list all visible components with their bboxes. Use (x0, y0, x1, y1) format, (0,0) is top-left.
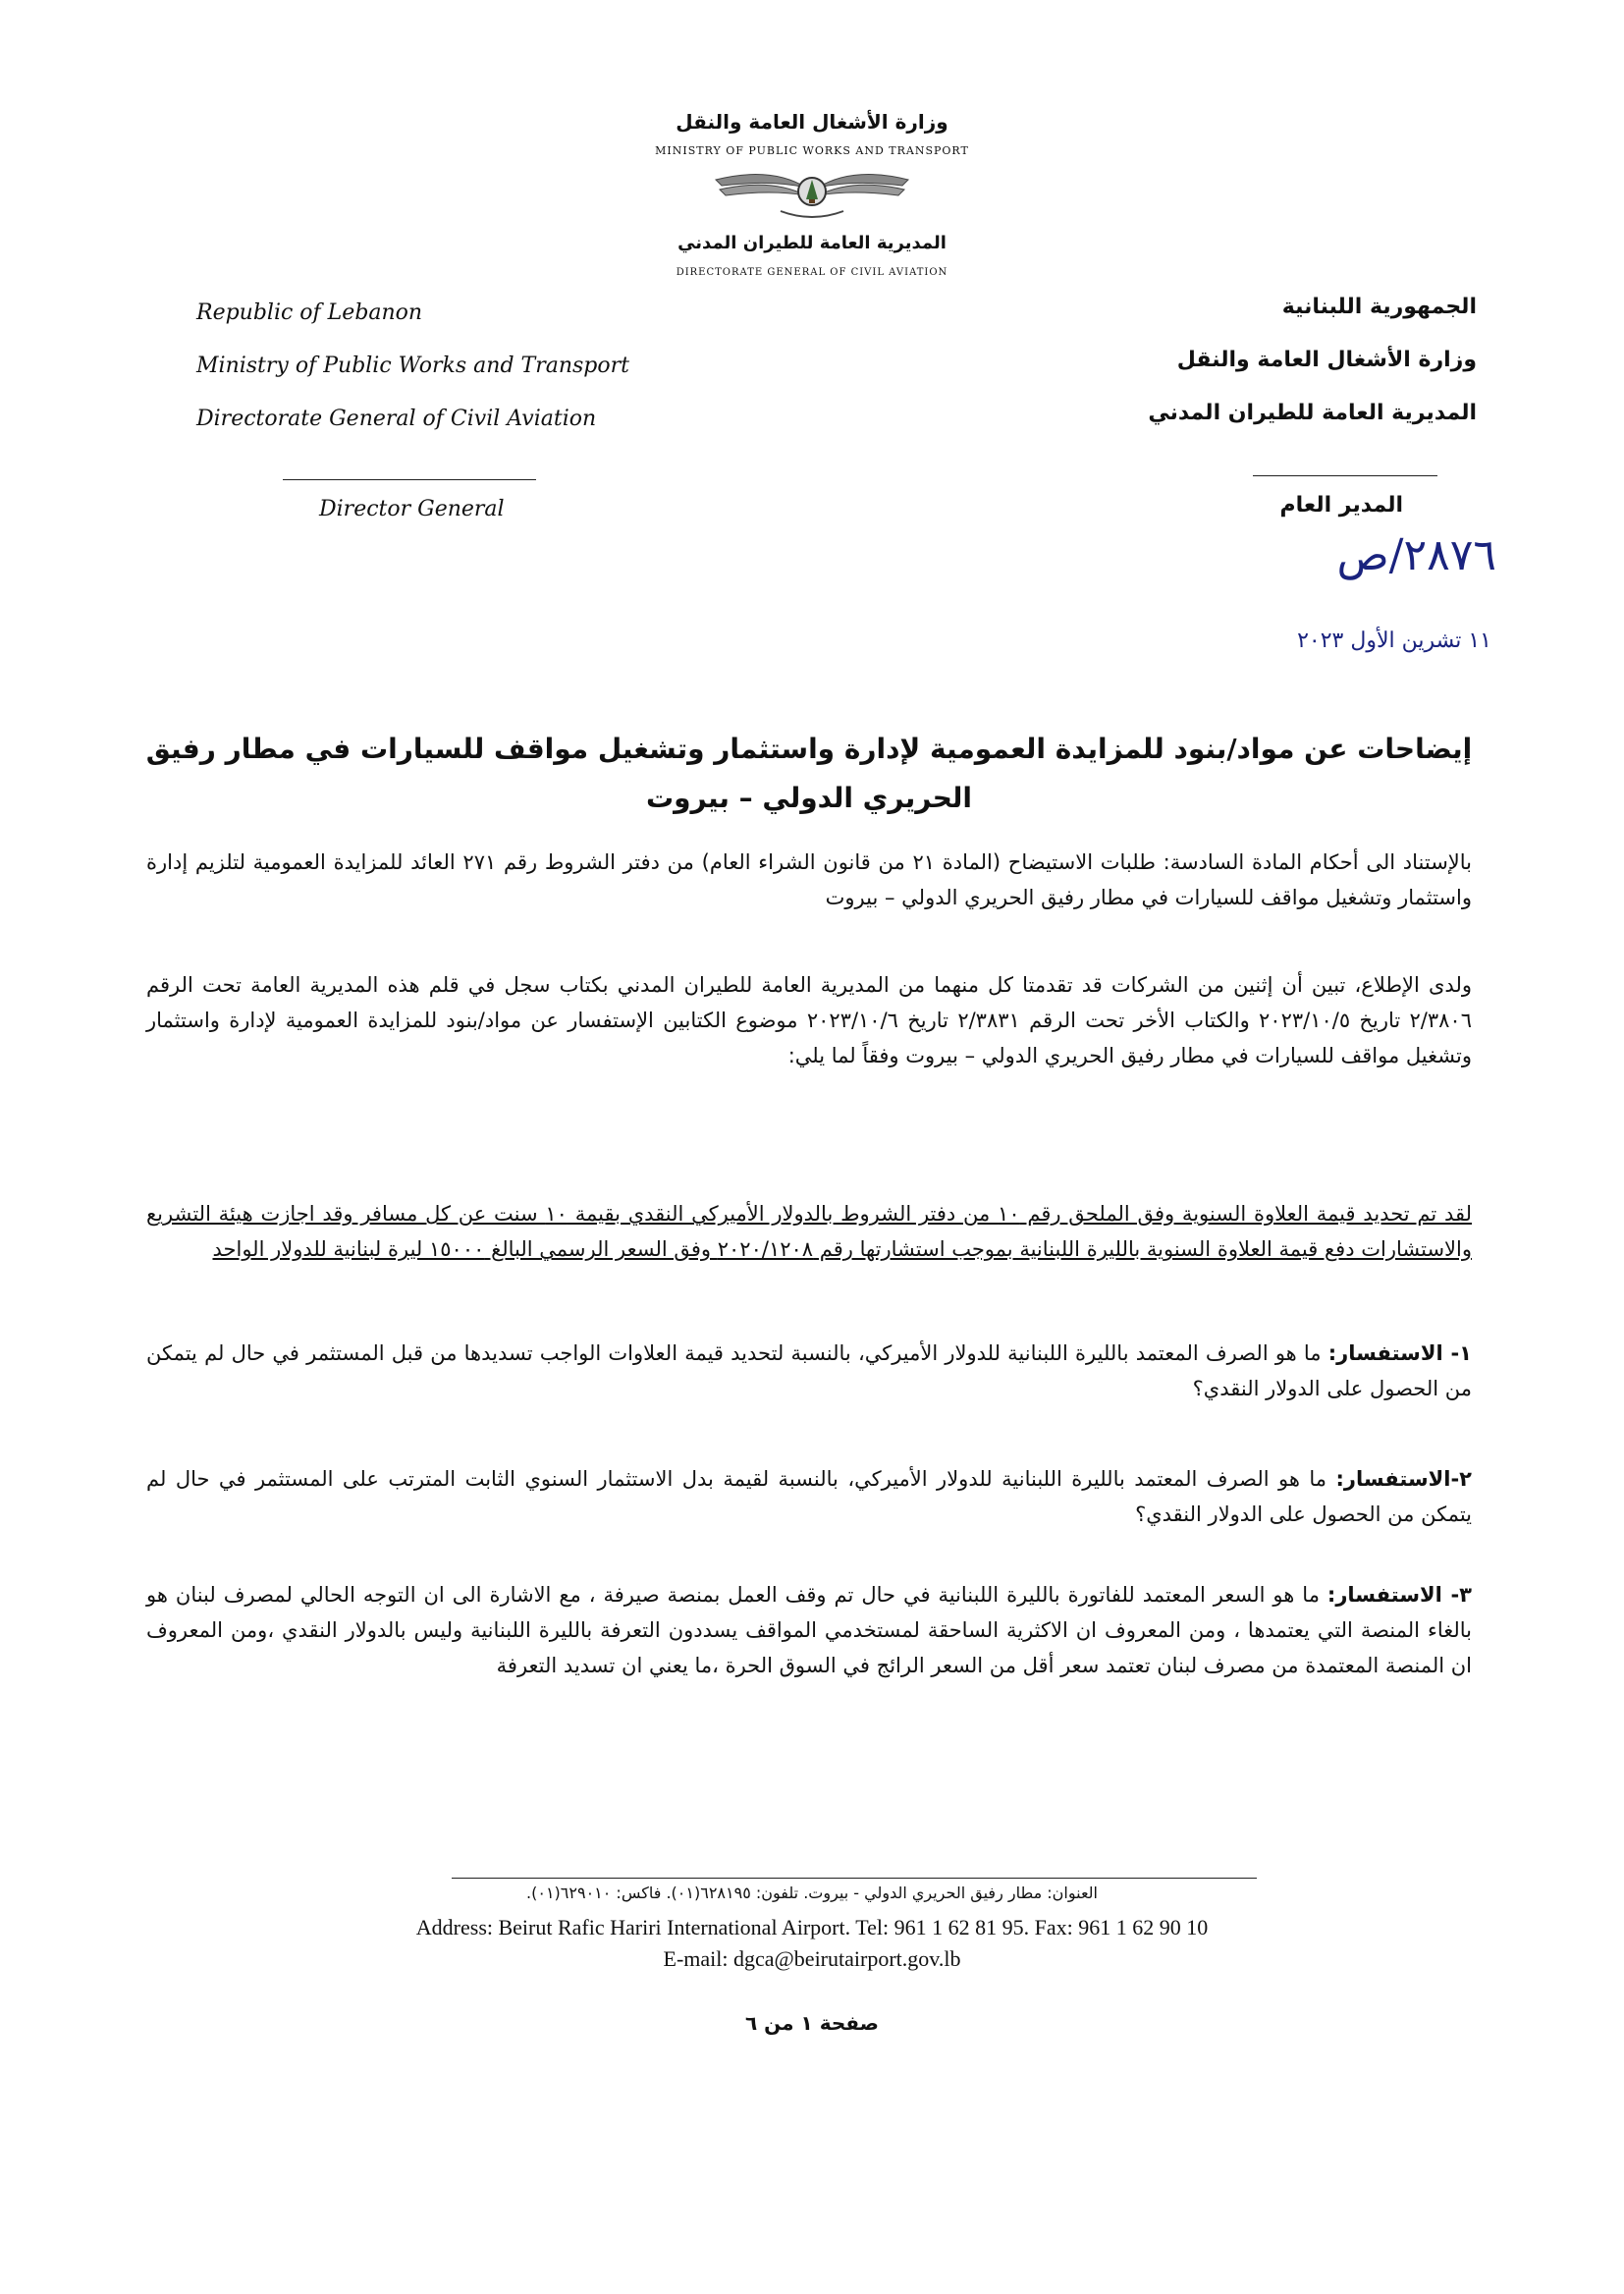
question-1-text: ما هو الصرف المعتمد بالليرة اللبنانية للدولار الأميركي، بالنسبة لتحديد قيمة العلاوات الواجب تسديدها من قبل المستثمر في حال لم يتمكن من الحصول على الدولار النقدي؟ (146, 1341, 1472, 1400)
letterhead-ministry-ar: وزارة الأشغال العامة والنقل (676, 110, 948, 134)
question-3 (146, 1577, 1472, 1683)
left-header-line2: Ministry of Public Works and Transport (196, 354, 629, 378)
footer-address-ar: العنوان: مطار رفيق الحريري الدولي - بيروت. تلفون: ٦٢٨١٩٥(٠١). فاكس: ٦٢٩٠١٠(٠١). (526, 1884, 1098, 1902)
question-1-label: ١- الاستفسار: (1327, 1341, 1472, 1365)
left-header-line3: Directorate General of Civil Aviation (196, 407, 597, 431)
question-3-label: ٣- الاستفسار: (1326, 1583, 1472, 1607)
left-header-line1: Republic of Lebanon (196, 300, 423, 325)
paragraph-annual-fee: لقد تم تحديد قيمة العلاوة السنوية وفق الملحق رقم ١٠ من دفتر الشروط بالدولار الأميركي النقدي بقيمة ١٠ سنت عن كل مسافر وقد اجازت هيئة التشريع والاستشارات دفع قيمة العلاوة السنوية بالليرة اللبنانية بموجب استشارتها رقم ٢٠٢٠/١٢٠٨ وفق السعر الرسمي البالغ ١٥٠٠٠ ليرة لبنانية للدولار الواحد (146, 1202, 1472, 1261)
question-2-label: ٢-الاستفسار: (1335, 1467, 1472, 1491)
letterhead-dg-en: DIRECTORATE GENERAL OF CIVIL AVIATION (676, 267, 948, 278)
letterhead-ministry-en: MINISTRY OF PUBLIC WORKS AND TRANSPORT (655, 144, 969, 157)
footer-rule (452, 1878, 1257, 1879)
right-header-rule (1253, 475, 1437, 476)
document-date: ١١ تشرين الأول ٢٠٢٣ (1297, 628, 1491, 653)
left-header-rule (283, 479, 536, 480)
question-2 (146, 1461, 1472, 1532)
right-header-line1: الجمهورية اللبنانية (1281, 295, 1477, 319)
question-2-text: ما هو الصرف المعتمد بالليرة اللبنانية للدولار الأميركي، بالنسبة لقيمة بدل الاستثمار السنوي الثابت المترتب على المستثمر في حال لم يتمكن من الحصول على الدولار النقدي؟ (146, 1467, 1472, 1526)
reference-number: ٢٨٧٦/ص (1336, 530, 1496, 580)
page-number: صفحة ١ من ٦ (745, 2011, 879, 2035)
paragraph-inquiry-context: ولدى الإطلاع، تبين أن إثنين من الشركات قد تقدمتا كل منهما من المديرية العامة للطيران المدني بكتاب سجل في قلم هذه المديرية العامة تحت الرقم ٢/٣٨٠٦ تاريخ ٢٠٢٣/١٠/٥ والكتاب الأخر تحت الرقم ٢/٣٨٣١ تاريخ ٢٠٢٣/١٠/٦ موضوع الكتابين الإستفسار عن مواد/بنود للمزايدة العمومية لإدارة واستثمار وتشغيل مواقف للسيارات في مطار رفيق الحريري الدولي – بيروت وفقاً لما يلي: (146, 973, 1472, 1067)
footer-email: E-mail: dgca@beirutairport.gov.lb (663, 1946, 961, 1971)
question-1 (146, 1336, 1472, 1406)
left-header-role: Director General (319, 497, 505, 521)
right-header-line2: وزارة الأشغال العامة والنقل (1176, 348, 1477, 372)
paragraph-reference: بالإستناد الى أحكام المادة السادسة: طلبات الاستيضاح (المادة ٢١ من قانون الشراء العام) من دفتر الشروط رقم ٢٧١ العائد للمزايدة العمومية لتلزيم إدارة واستثمار وتشغيل مواقف للسيارات في مطار رفيق الحريري الدولي – بيروت (146, 850, 1473, 909)
right-header-line3: المديرية العامة للطيران المدني (1148, 401, 1477, 425)
right-header-role: المدير العام (1279, 493, 1403, 518)
question-3-text: ما هو السعر المعتمد للفاتورة بالليرة اللبنانية في حال تم وقف العمل بمنصة صيرفة ، مع الاشارة الى ان التوجه الحالي لمصرف لبنان هو بالغاء المنصة التي يعتمدها ، ومن المعروف ان الاكثرية الساحقة لمستخدمي المواقف يسددون التعرفة بالليرة اللبنانية وليس بالدولار النقدي ،ومن المعروف ان المنصة المعتمدة من مصرف لبنان تعتمد سعر أقل من السعر الرائج في السوق الحرة ،ما يعني ان تسديد التعرفة (146, 1583, 1472, 1677)
document-title: إيضاحات عن مواد/بنود للمزايدة العمومية لإدارة واستثمار وتشغيل مواقف للسيارات في مطار رفيق الحريري الدولي – بيروت (145, 733, 1473, 814)
footer-address-en: Address: Beirut Rafic Hariri International Airport. Tel: 961 1 62 81 95. Fax: 961 1 62 90 10 (415, 1915, 1209, 1939)
letterhead-dg-ar: المديرية العامة للطيران المدني (677, 233, 947, 253)
civil-aviation-wings-logo (712, 160, 912, 229)
